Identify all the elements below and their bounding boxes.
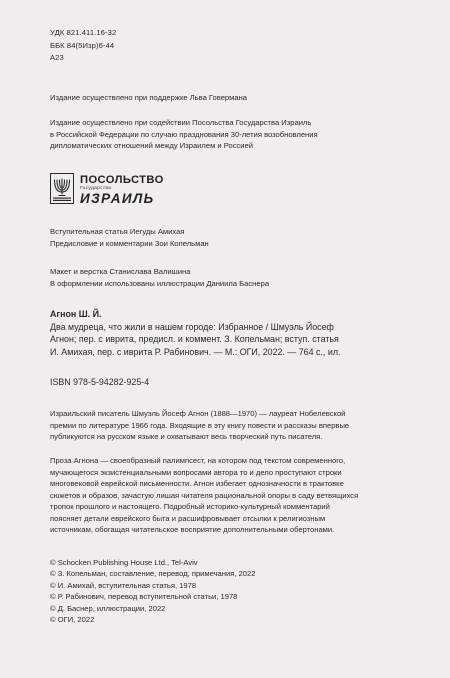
annotation-about xyxy=(50,408,410,443)
biblio-line: Агнон; пер. с иврита, предисл. и коммент. З. Копельман; вступ. статья xyxy=(50,334,339,345)
embassy-line: в Российской Федерации по случаю празднования 30-летия возобновления xyxy=(50,129,318,139)
annotation-prose xyxy=(50,455,410,536)
author-mark: А23 xyxy=(50,53,64,63)
credit-line: Предисловие и комментарии Зои Копельман xyxy=(50,239,209,248)
copyright-line: © Р. Рабинович, перевод вступительной статьи, 1978 xyxy=(50,592,238,602)
author-heading: Агнон Ш. Й. xyxy=(50,309,102,319)
copyright-line: © Д. Баснер, иллюстрации, 2022 xyxy=(50,603,166,613)
logo-wordmark xyxy=(80,174,164,206)
annotation-line: Проза Агнона — своеобразный палимпсест, на котором под текстом современного, xyxy=(50,456,346,465)
credit-line: Макет и верстка Станислава Валишина xyxy=(50,267,191,276)
annotation-line: источникам, обогащая читательское восприятие дополнительными обертонами. xyxy=(50,525,335,534)
design-credits xyxy=(50,266,410,290)
copyright-line: © Schocken Publishing House Ltd., Tel-Aviv xyxy=(50,558,198,567)
editorial-credits xyxy=(50,226,410,250)
copyright-line: © И. Амихай, вступительная статья, 1978 xyxy=(50,580,197,590)
annotation-line: премии по литературе 1966 года. Входящие в эту книгу повести и рассказы впервые xyxy=(50,420,350,430)
embassy-logo xyxy=(50,173,185,205)
isbn: ISBN 978-5-94282-925-4 xyxy=(50,377,150,387)
annotation-line: Израильский писатель Шмуэль Йосеф Агнон (1888—1970) — лауреат Нобелевской xyxy=(50,409,346,418)
annotation-line: публикуются на русском языке и охватывают весь творческий путь писателя. xyxy=(50,432,323,441)
annotation-line: мучающегося экзистенциальными вопросами автора то и дело проступают строки xyxy=(50,467,342,477)
bibliographic-record xyxy=(50,308,420,358)
logo-line-embassy: ПОСОЛЬСТВО xyxy=(80,174,164,186)
logo-line-israel: ИЗРАИЛЬ xyxy=(80,191,155,206)
copyright-block xyxy=(50,557,255,625)
embassy-line: дипломатических отношений между Израилем и Россией xyxy=(50,141,254,150)
classification-codes xyxy=(50,27,116,65)
credit-line: Вступительная статья Иегуды Амихая xyxy=(50,227,185,236)
annotation-line: многовековой еврейской письменности. Агнон избегает однозначности в трактовке xyxy=(50,479,344,488)
annotation-line: тропок прошлого и настоящего. Подробный историко-культурный комментарий xyxy=(50,502,330,511)
biblio-line: И. Амихая, пер. с иврита Р. Рабинович. — М.: ОГИ, 2022. — 764 с., ил. xyxy=(50,346,341,357)
support-line: Издание осуществлено при поддержке Льва Говермана xyxy=(50,93,248,102)
credit-line: В оформлении использованы иллюстрации Даниила Баснера xyxy=(50,279,270,288)
support-note xyxy=(50,92,410,104)
logo-line-state: Государства xyxy=(80,186,112,191)
copyright-line: © ОГИ, 2022 xyxy=(50,615,95,625)
annotation-line: сюжетов и образов, зачастую лишая читателя рациональной опоры в саду ветвящихся xyxy=(50,490,359,500)
udk-code: УДК 821.411.16-32 xyxy=(50,28,117,37)
biblio-line: Два мудреца, что жили в нашем городе: Избранное / Шмуэль Йосеф xyxy=(50,321,334,332)
copyright-line: © З. Копельман, составление, перевод, примечания, 2022 xyxy=(50,569,256,579)
embassy-note xyxy=(50,117,410,152)
annotation-line: поясняет детали еврейского быта и расшифровывает отсылки к религиозным xyxy=(50,513,326,523)
bbk-code: ББК 84(5Изр)6-44 xyxy=(50,40,115,50)
menorah-emblem-icon xyxy=(50,173,74,204)
embassy-line: Издание осуществлено при содействии Посольства Государства Израиль xyxy=(50,118,312,127)
